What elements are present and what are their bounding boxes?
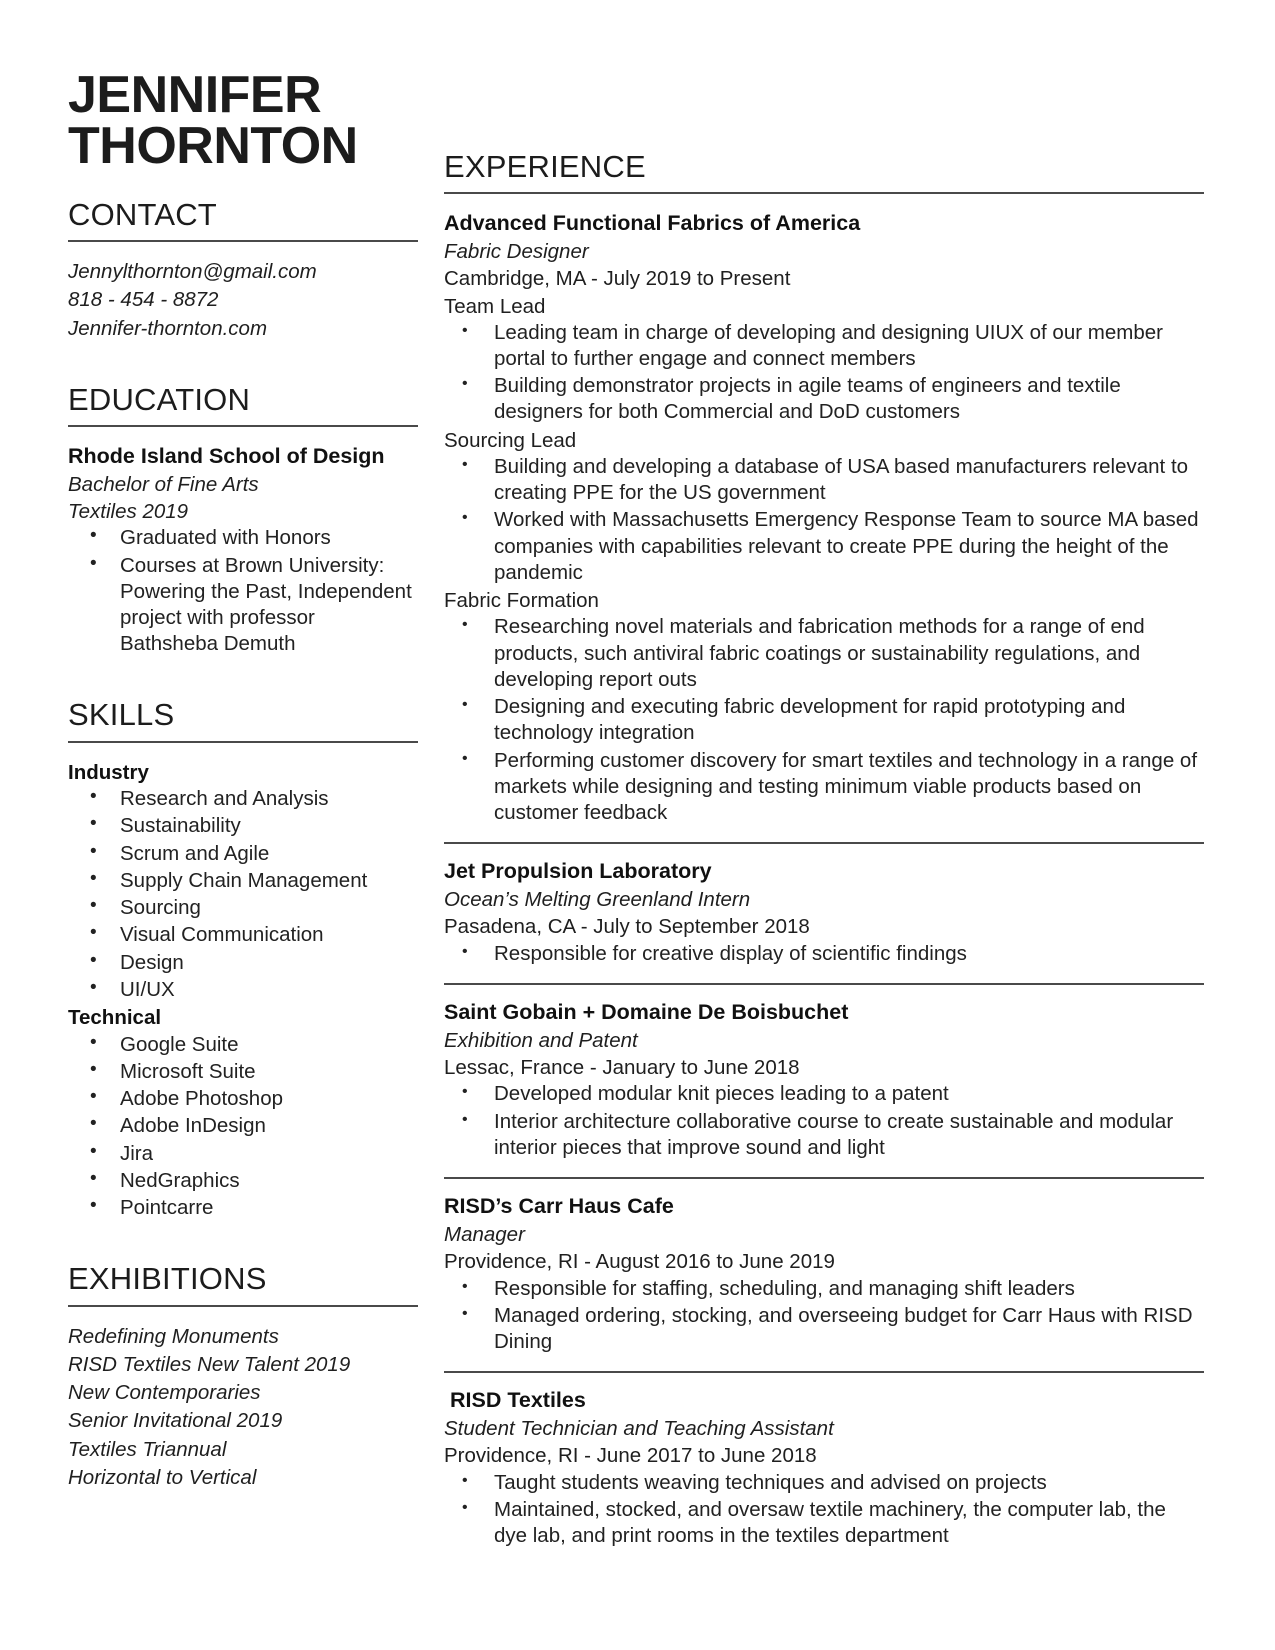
- job-location-dates: Providence, RI - August 2016 to June 2019: [444, 1250, 835, 1274]
- section-heading-education: EDUCATION: [68, 381, 251, 417]
- list-item: • Courses at Brown University: Powering the Past, Independent project with professor Bathsheba Demuth: [68, 553, 418, 658]
- list-item: New Contemporaries: [68, 1381, 261, 1404]
- skills-technical-list: [68, 1032, 418, 1222]
- section-heading-contact: CONTACT: [68, 196, 217, 232]
- list-item: • Jira: [68, 1141, 418, 1167]
- experience-entry-divider: [444, 983, 1204, 985]
- list-item: Textiles Triannual: [68, 1437, 227, 1461]
- first-name: JENNIFER: [68, 66, 322, 124]
- contact-website: Jennifer-thornton.com: [68, 316, 268, 340]
- right-column: [444, 150, 1204, 1550]
- list-item: • Google Suite: [68, 1032, 418, 1058]
- job-location-dates: Cambridge, MA - July 2019 to Present: [444, 267, 791, 291]
- left-column: [68, 66, 418, 1492]
- experience-entry: [444, 1387, 1204, 1549]
- list-item: • Microsoft Suite: [68, 1059, 418, 1085]
- list-item: RISD Textiles New Talent 2019: [68, 1352, 351, 1376]
- section-heading-skills: SKILLS: [68, 697, 175, 733]
- list-item: • Building demonstrator projects in agile teams of engineers and textile designers for both Commercial and DoD customers: [444, 373, 1204, 425]
- experience-entry-divider: [444, 1371, 1204, 1373]
- contact-phone: 818 - 454 - 8872: [68, 288, 219, 312]
- job-bullet-list: [444, 614, 1204, 826]
- list-item: Redefining Monuments: [68, 1324, 279, 1348]
- spacer: [68, 343, 418, 383]
- job-location-dates: Lessac, France - January to June 2018: [444, 1056, 800, 1080]
- job-company: Jet Propulsion Laboratory: [444, 859, 712, 884]
- exhibitions-divider: [68, 1305, 418, 1307]
- list-item: Horizontal to Vertical: [68, 1465, 257, 1489]
- education-school: Rhode Island School of Design: [68, 443, 385, 468]
- section-heading-exhibitions: EXHIBITIONS: [68, 1261, 267, 1297]
- list-item: • Pointcarre: [68, 1195, 418, 1221]
- experience-entry: [444, 1193, 1204, 1355]
- job-company: Saint Gobain + Domaine De Boisbuchet: [444, 999, 849, 1024]
- education-program: Textiles 2019: [68, 500, 189, 524]
- job-bullet-list: [444, 941, 1204, 967]
- experience-divider: [444, 192, 1204, 194]
- experience-entry-divider: [444, 842, 1204, 844]
- list-item: • UI/UX: [68, 977, 418, 1003]
- experience-entry: [444, 210, 1204, 826]
- list-item: • Maintained, stocked, and oversaw textile machinery, the computer lab, the dye lab, and print rooms in the textiles department: [444, 1497, 1204, 1549]
- education-divider: [68, 425, 418, 427]
- list-item: • Research and Analysis: [68, 786, 418, 812]
- spacer: [68, 658, 418, 698]
- job-bullet-list: [444, 1276, 1204, 1356]
- candidate-name: [68, 66, 418, 175]
- list-item: • Leading team in charge of developing and designing UIUX of our member portal to further engage and connect members: [444, 320, 1204, 372]
- list-item: • Visual Communication: [68, 922, 418, 948]
- spacer: [68, 1222, 418, 1262]
- skills-industry-list: [68, 786, 418, 1003]
- section-heading-experience: EXPERIENCE: [444, 149, 646, 184]
- skills-group-label: Technical: [68, 1006, 162, 1030]
- job-company: RISD’s Carr Haus Cafe: [444, 1194, 674, 1219]
- job-bullet-list: [444, 454, 1204, 586]
- job-company: RISD Textiles: [450, 1388, 586, 1413]
- skills-group-label: Industry: [68, 760, 149, 784]
- list-item: • Supply Chain Management: [68, 868, 418, 894]
- job-title: Ocean’s Melting Greenland Intern: [444, 888, 751, 912]
- list-item: • Building and developing a database of USA based manufacturers relevant to creating PPE for the US government: [444, 454, 1204, 506]
- job-role-label: Team Lead: [444, 294, 546, 318]
- job-location-dates: Pasadena, CA - July to September 2018: [444, 915, 810, 939]
- list-item: • Sustainability: [68, 813, 418, 839]
- last-name: THORNTON: [68, 116, 358, 175]
- job-company: Advanced Functional Fabrics of America: [444, 211, 861, 236]
- list-item: • Interior architecture collaborative course to create sustainable and modular interior pieces that improve sound and light: [444, 1109, 1204, 1161]
- list-item: • Sourcing: [68, 895, 418, 921]
- contact-details: [68, 258, 418, 342]
- list-item: • Worked with Massachusetts Emergency Response Team to source MA based companies with capabilities relevant to create PPE during the height of the pandemic: [444, 507, 1204, 586]
- education-bullet-list: [68, 525, 418, 657]
- job-title: Fabric Designer: [444, 240, 589, 264]
- list-item: • Taught students weaving techniques and advised on projects: [444, 1470, 1204, 1496]
- list-item: • Responsible for creative display of scientific findings: [444, 941, 1204, 967]
- list-item: • Designing and executing fabric development for rapid prototyping and technology integration: [444, 694, 1204, 746]
- job-title: Manager: [444, 1223, 525, 1247]
- job-location-dates: Providence, RI - June 2017 to June 2018: [444, 1444, 817, 1468]
- experience-entry-divider: [444, 1177, 1204, 1179]
- list-item: • Adobe Photoshop: [68, 1086, 418, 1112]
- experience-entry: [444, 999, 1204, 1161]
- list-item: • Developed modular knit pieces leading to a patent: [444, 1081, 1204, 1107]
- list-item: • Graduated with Honors: [68, 525, 418, 551]
- list-item: • Adobe InDesign: [68, 1113, 418, 1139]
- job-role-label: Fabric Formation: [444, 589, 599, 613]
- education-entry: [68, 443, 418, 658]
- list-item: • Responsible for staffing, scheduling, and managing shift leaders: [444, 1276, 1204, 1302]
- skills-divider: [68, 741, 418, 743]
- exhibitions-list: [68, 1323, 418, 1492]
- job-title: Exhibition and Patent: [444, 1028, 638, 1052]
- list-item: • Performing customer discovery for smart textiles and technology in a range of markets while designing and testing minimum viable products based on customer feedback: [444, 748, 1204, 827]
- skills-group-industry: [68, 759, 418, 1004]
- list-item: • Managed ordering, stocking, and overseeing budget for Carr Haus with RISD Dining: [444, 1303, 1204, 1355]
- list-item: • NedGraphics: [68, 1168, 418, 1194]
- job-role-label: Sourcing Lead: [444, 428, 577, 452]
- list-item: • Researching novel materials and fabrication methods for a range of end products, such antiviral fabric coatings or sustainability regulations, and developing report outs: [444, 614, 1204, 693]
- job-bullet-list: [444, 1081, 1204, 1161]
- list-item: • Design: [68, 950, 418, 976]
- list-item: • Scrum and Agile: [68, 841, 418, 867]
- contact-email: Jennylthornton@gmail.com: [68, 260, 317, 283]
- list-item: Senior Invitational 2019: [68, 1409, 283, 1433]
- job-title: Student Technician and Teaching Assistant: [444, 1417, 834, 1441]
- job-bullet-list: [444, 1470, 1204, 1550]
- experience-entry: [444, 858, 1204, 967]
- job-bullet-list: [444, 320, 1204, 426]
- skills-group-technical: [68, 1004, 418, 1221]
- education-degree: Bachelor of Fine Arts: [68, 472, 259, 496]
- contact-divider: [68, 240, 418, 242]
